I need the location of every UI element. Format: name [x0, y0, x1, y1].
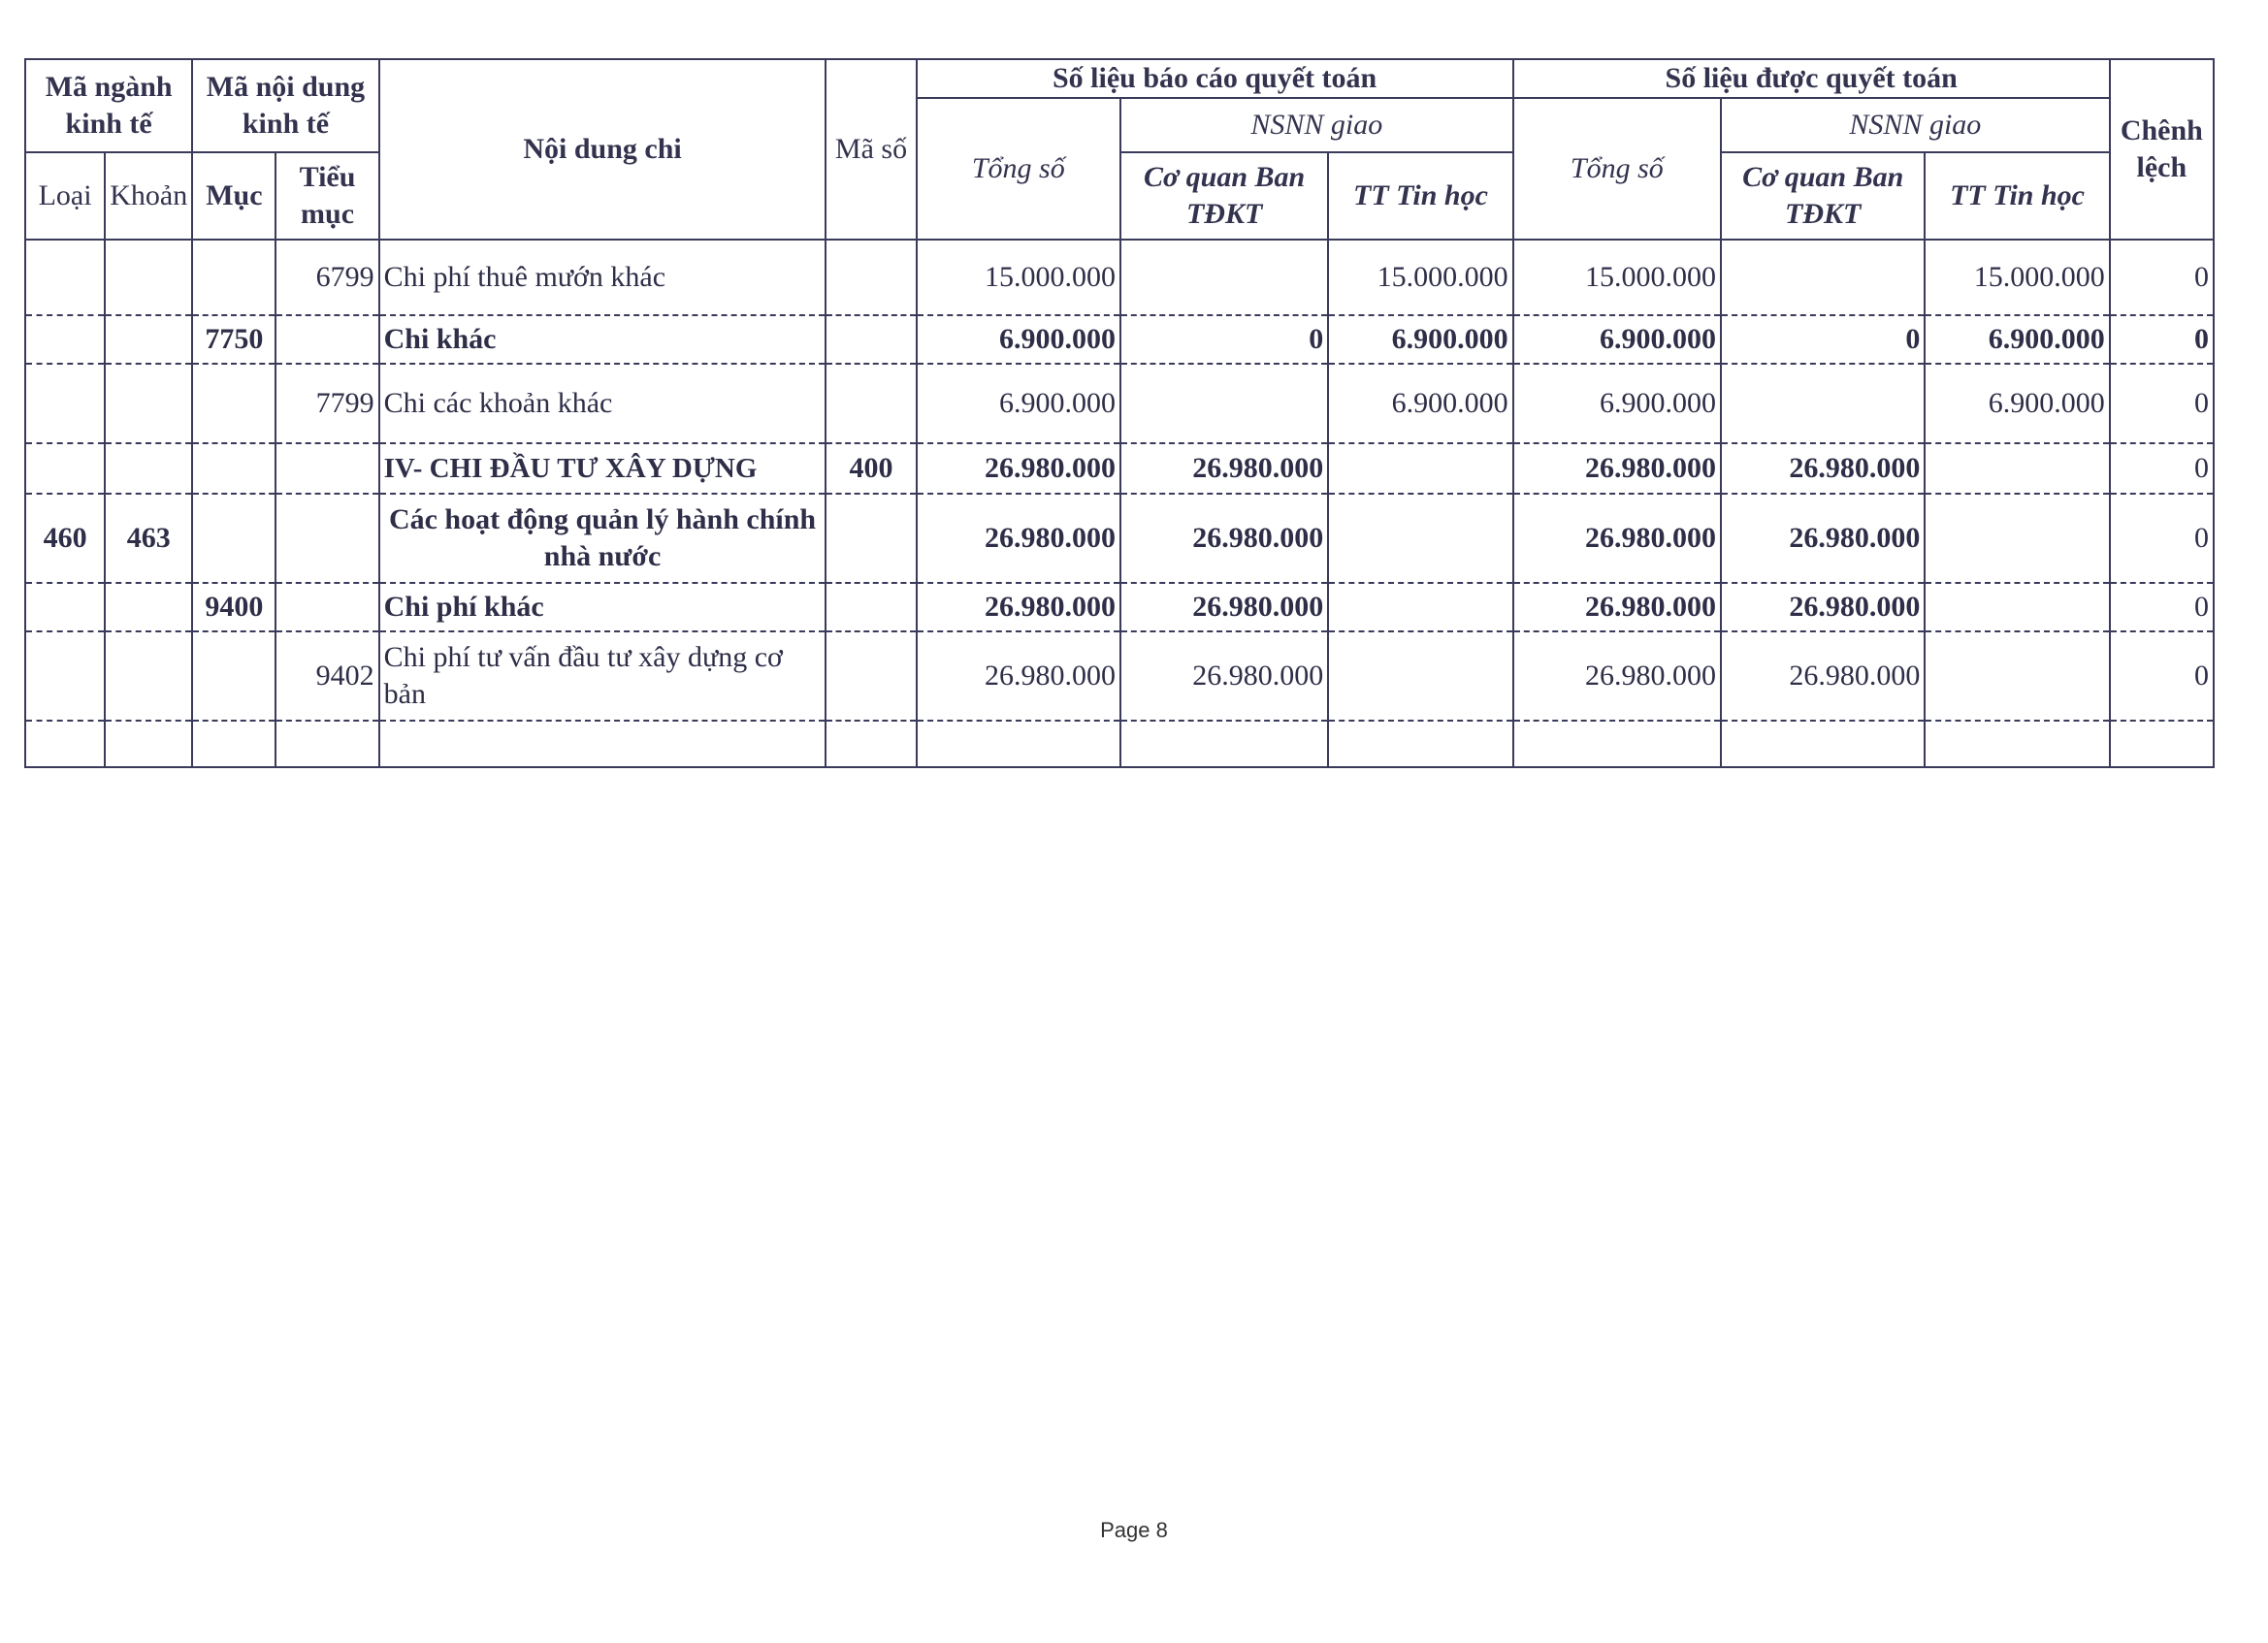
header-noi-dung-chi: Nội dung chi	[379, 59, 826, 240]
cell-muc: 7750	[192, 315, 275, 364]
cell-qt-coquan: 0	[1721, 315, 1925, 364]
cell-noi-dung: Chi phí thuê mướn khác	[379, 240, 826, 315]
table-row	[25, 315, 2214, 364]
cell-qt-coquan	[1721, 721, 1925, 767]
cell-tieu-muc: 6799	[275, 240, 378, 315]
cell-khoan	[105, 721, 192, 767]
cell-muc	[192, 631, 275, 721]
cell-noi-dung: Chi các khoản khác	[379, 364, 826, 443]
cell-chenh-lech: 0	[2110, 443, 2214, 494]
cell-qt-coquan: 26.980.000	[1721, 631, 1925, 721]
cell-bc-coquan	[1120, 721, 1328, 767]
table-row	[25, 583, 2214, 631]
cell-khoan: 463	[105, 494, 192, 583]
cell-tieu-muc	[275, 721, 378, 767]
cell-noi-dung: Các hoạt động quản lý hành chính nhà nước	[379, 494, 826, 583]
header-bao-cao: Số liệu báo cáo quyết toán	[917, 59, 1513, 98]
cell-bc-tt: 15.000.000	[1328, 240, 1512, 315]
cell-ma-so	[826, 583, 916, 631]
cell-noi-dung	[379, 721, 826, 767]
cell-loai	[25, 631, 105, 721]
cell-bc-tong	[917, 721, 1120, 767]
cell-qt-coquan	[1721, 240, 1925, 315]
cell-bc-tt: 6.900.000	[1328, 364, 1512, 443]
cell-qt-tong: 26.980.000	[1513, 494, 1721, 583]
cell-chenh-lech: 0	[2110, 631, 2214, 721]
cell-qt-tt: 6.900.000	[1925, 315, 2109, 364]
table-header	[25, 59, 2214, 240]
header-bc-nsnn-giao: NSNN giao	[1120, 98, 1513, 152]
cell-noi-dung: Chi phí tư vấn đầu tư xây dựng cơ bản	[379, 631, 826, 721]
cell-khoan	[105, 315, 192, 364]
cell-tieu-muc	[275, 494, 378, 583]
cell-khoan	[105, 583, 192, 631]
cell-muc	[192, 721, 275, 767]
cell-qt-tong: 26.980.000	[1513, 443, 1721, 494]
cell-qt-tt: 15.000.000	[1925, 240, 2109, 315]
cell-khoan	[105, 240, 192, 315]
header-muc: Mục	[192, 152, 275, 240]
cell-qt-tt: 6.900.000	[1925, 364, 2109, 443]
cell-qt-tong: 6.900.000	[1513, 315, 1721, 364]
header-ma-so: Mã số	[826, 59, 916, 240]
settlement-table	[24, 58, 2215, 768]
cell-bc-coquan: 26.980.000	[1120, 631, 1328, 721]
table-row	[25, 721, 2214, 767]
header-qt-co-quan: Cơ quan Ban TĐKT	[1721, 152, 1925, 240]
cell-bc-coquan: 26.980.000	[1120, 494, 1328, 583]
header-chenh-lech: Chênh lệch	[2110, 59, 2214, 240]
cell-qt-tt	[1925, 583, 2109, 631]
cell-tieu-muc: 7799	[275, 364, 378, 443]
cell-bc-coquan	[1120, 240, 1328, 315]
cell-chenh-lech	[2110, 721, 2214, 767]
cell-ma-so	[826, 494, 916, 583]
cell-loai	[25, 721, 105, 767]
cell-bc-tt	[1328, 443, 1512, 494]
header-bc-tt-tin-hoc: TT Tin học	[1328, 152, 1512, 240]
cell-loai	[25, 315, 105, 364]
cell-chenh-lech: 0	[2110, 583, 2214, 631]
cell-loai	[25, 583, 105, 631]
cell-ma-so	[826, 364, 916, 443]
cell-bc-tong: 26.980.000	[917, 443, 1120, 494]
cell-bc-tt	[1328, 721, 1512, 767]
cell-bc-tong: 26.980.000	[917, 583, 1120, 631]
cell-loai: 460	[25, 494, 105, 583]
cell-bc-tong: 26.980.000	[917, 631, 1120, 721]
header-ma-nganh: Mã ngành kinh tế	[25, 59, 192, 152]
cell-bc-tong: 6.900.000	[917, 315, 1120, 364]
cell-bc-coquan: 26.980.000	[1120, 583, 1328, 631]
cell-muc	[192, 494, 275, 583]
cell-muc	[192, 364, 275, 443]
cell-ma-so	[826, 315, 916, 364]
cell-chenh-lech: 0	[2110, 364, 2214, 443]
cell-bc-tong: 15.000.000	[917, 240, 1120, 315]
header-loai: Loại	[25, 152, 105, 240]
table-row	[25, 443, 2214, 494]
cell-muc	[192, 240, 275, 315]
cell-noi-dung: Chi khác	[379, 315, 826, 364]
cell-ma-so	[826, 631, 916, 721]
cell-loai	[25, 240, 105, 315]
cell-qt-tt	[1925, 494, 2109, 583]
cell-khoan	[105, 631, 192, 721]
table-row	[25, 240, 2214, 315]
cell-qt-tong: 6.900.000	[1513, 364, 1721, 443]
cell-qt-coquan: 26.980.000	[1721, 443, 1925, 494]
cell-bc-coquan	[1120, 364, 1328, 443]
cell-ma-so: 400	[826, 443, 916, 494]
header-duoc-quyet-toan: Số liệu được quyết toán	[1513, 59, 2110, 98]
cell-bc-tt: 6.900.000	[1328, 315, 1512, 364]
header-tieu-muc: Tiểu mục	[275, 152, 378, 240]
header-bc-tong-so: Tổng số	[917, 98, 1120, 240]
header-qt-nsnn-giao: NSNN giao	[1721, 98, 2110, 152]
cell-muc: 9400	[192, 583, 275, 631]
cell-khoan	[105, 364, 192, 443]
cell-qt-coquan	[1721, 364, 1925, 443]
table-body	[25, 240, 2214, 767]
table-row	[25, 631, 2214, 721]
cell-qt-tong: 26.980.000	[1513, 583, 1721, 631]
table-row	[25, 364, 2214, 443]
cell-qt-tong	[1513, 721, 1721, 767]
table-row	[25, 494, 2214, 583]
cell-tieu-muc	[275, 315, 378, 364]
cell-khoan	[105, 443, 192, 494]
cell-qt-coquan: 26.980.000	[1721, 583, 1925, 631]
page-number: Page 8	[1100, 1518, 1168, 1542]
cell-tieu-muc	[275, 443, 378, 494]
cell-muc	[192, 443, 275, 494]
header-bc-co-quan: Cơ quan Ban TĐKT	[1120, 152, 1328, 240]
cell-noi-dung: Chi phí khác	[379, 583, 826, 631]
cell-qt-coquan: 26.980.000	[1721, 494, 1925, 583]
cell-bc-tong: 6.900.000	[917, 364, 1120, 443]
header-qt-tong-so: Tổng số	[1513, 98, 1721, 240]
cell-tieu-muc: 9402	[275, 631, 378, 721]
cell-noi-dung: IV- CHI ĐẦU TƯ XÂY DỰNG	[379, 443, 826, 494]
cell-qt-tt	[1925, 721, 2109, 767]
cell-chenh-lech: 0	[2110, 315, 2214, 364]
cell-qt-tong: 26.980.000	[1513, 631, 1721, 721]
header-qt-tt-tin-hoc: TT Tin học	[1925, 152, 2109, 240]
cell-bc-tt	[1328, 583, 1512, 631]
cell-chenh-lech: 0	[2110, 494, 2214, 583]
cell-chenh-lech: 0	[2110, 240, 2214, 315]
cell-bc-coquan: 0	[1120, 315, 1328, 364]
cell-qt-tt	[1925, 631, 2109, 721]
cell-qt-tt	[1925, 443, 2109, 494]
cell-bc-tt	[1328, 631, 1512, 721]
cell-tieu-muc	[275, 583, 378, 631]
header-khoan: Khoản	[105, 152, 192, 240]
header-ma-noi-dung: Mã nội dung kinh tế	[192, 59, 378, 152]
cell-loai	[25, 364, 105, 443]
cell-qt-tong: 15.000.000	[1513, 240, 1721, 315]
cell-ma-so	[826, 721, 916, 767]
cell-bc-tong: 26.980.000	[917, 494, 1120, 583]
cell-bc-coquan: 26.980.000	[1120, 443, 1328, 494]
cell-loai	[25, 443, 105, 494]
cell-ma-so	[826, 240, 916, 315]
cell-bc-tt	[1328, 494, 1512, 583]
